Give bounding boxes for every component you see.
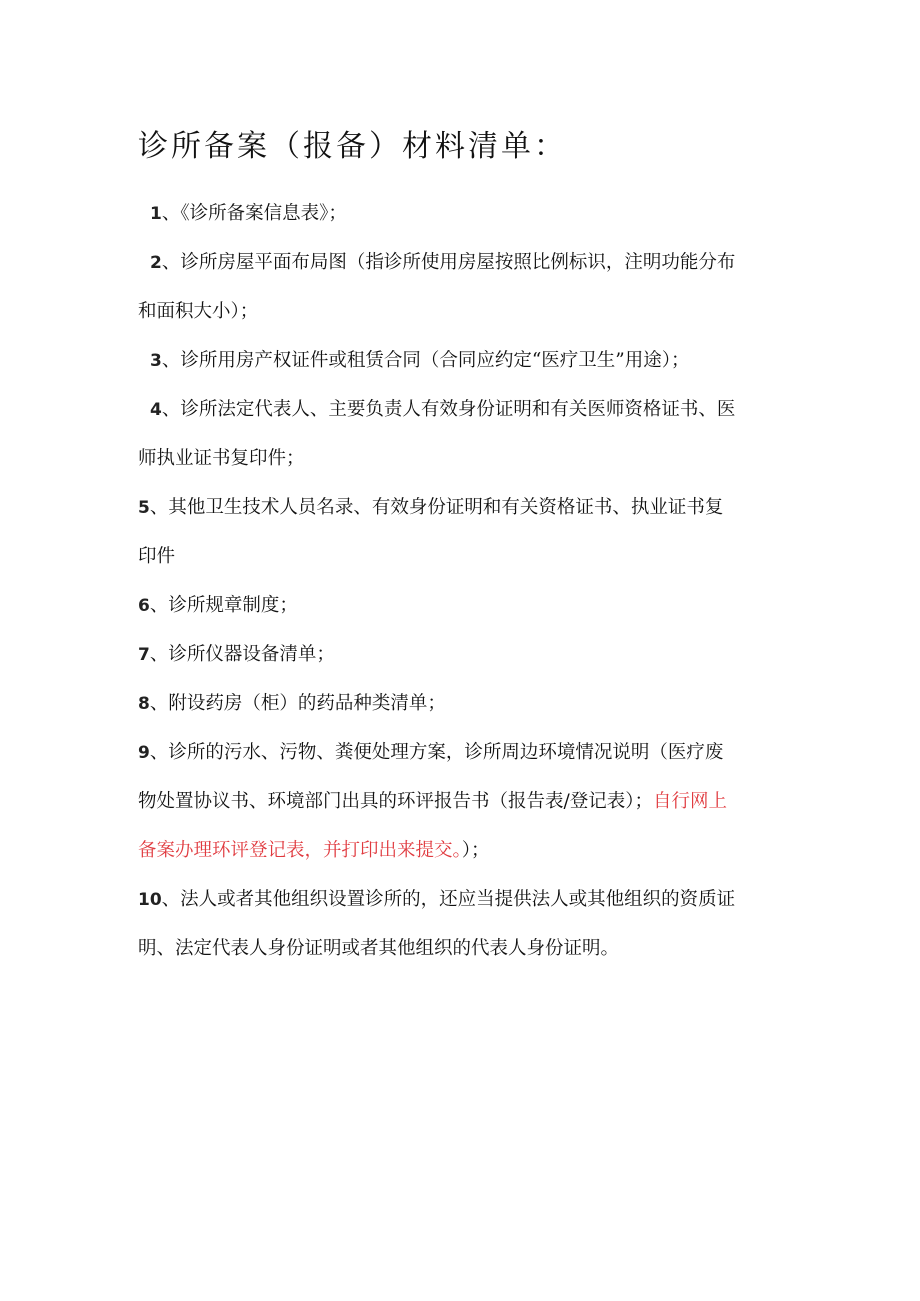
highlighted-note: 自行网上 xyxy=(653,791,728,812)
list-item-8 xyxy=(138,679,788,728)
list-item-6 xyxy=(138,581,788,630)
item-number: 5 xyxy=(138,498,150,518)
list-item-2 xyxy=(138,238,788,336)
item-text: 、诊所房屋平面布局图（指诊所使用房屋按照比例标识，注明功能分布 xyxy=(161,252,736,273)
list-item-4 xyxy=(138,385,788,483)
list-item-7 xyxy=(138,630,788,679)
item-number: 8 xyxy=(138,694,150,714)
item-text: 、《诊所备案信息表》； xyxy=(161,203,347,224)
item-text-closing: ）； xyxy=(461,840,490,861)
item-text: 、诊所法定代表人、主要负责人有效身份证明和有关医师资格证书、医 xyxy=(161,399,736,420)
item-number: 9 xyxy=(138,743,150,763)
item-text: 、诊所的污水、污物、粪便处理方案，诊所周边环境情况说明（医疗废 xyxy=(149,742,724,763)
item-text-continued: 印件 xyxy=(138,546,176,567)
highlighted-note-continued: 备案办理环评登记表，并打印出来提交。 xyxy=(138,840,462,861)
item-number: 2 xyxy=(150,253,162,273)
list-item-10 xyxy=(138,875,788,973)
item-number: 10 xyxy=(138,890,162,910)
item-text: 、附设药房（柜）的药品种类清单； xyxy=(149,693,446,714)
item-text-continued: 物处置协议书、环境部门出具的环评报告书（报告表/登记表）； xyxy=(138,791,653,812)
list-item-1 xyxy=(138,189,800,238)
list-item-3 xyxy=(138,336,800,385)
item-text: 、诊所用房产权证件或租赁合同（合同应约定“医疗卫生”用途）； xyxy=(161,350,690,371)
list-item-5 xyxy=(138,483,788,581)
item-number: 7 xyxy=(138,645,150,665)
item-number: 1 xyxy=(150,204,162,224)
item-number: 4 xyxy=(150,400,162,420)
item-text: 、诊所规章制度； xyxy=(149,595,298,616)
item-text: 、其他卫生技术人员名录、有效身份证明和有关资格证书、执业证书复 xyxy=(149,497,724,518)
item-text-continued: 师执业证书复印件； xyxy=(138,448,305,469)
item-text-continued: 明、法定代表人身份证明或者其他组织的代表人身份证明。 xyxy=(138,938,620,959)
item-number: 6 xyxy=(138,596,150,616)
item-text: 、法人或者其他组织设置诊所的，还应当提供法人或其他组织的资质证 xyxy=(161,889,736,910)
page-title: 诊所备案（报备）材料清单： xyxy=(138,129,567,164)
item-text: 、诊所仪器设备清单； xyxy=(149,644,335,665)
item-number: 3 xyxy=(150,351,162,371)
list-item-9 xyxy=(138,728,788,875)
item-text-continued: 和面积大小）； xyxy=(138,301,259,322)
